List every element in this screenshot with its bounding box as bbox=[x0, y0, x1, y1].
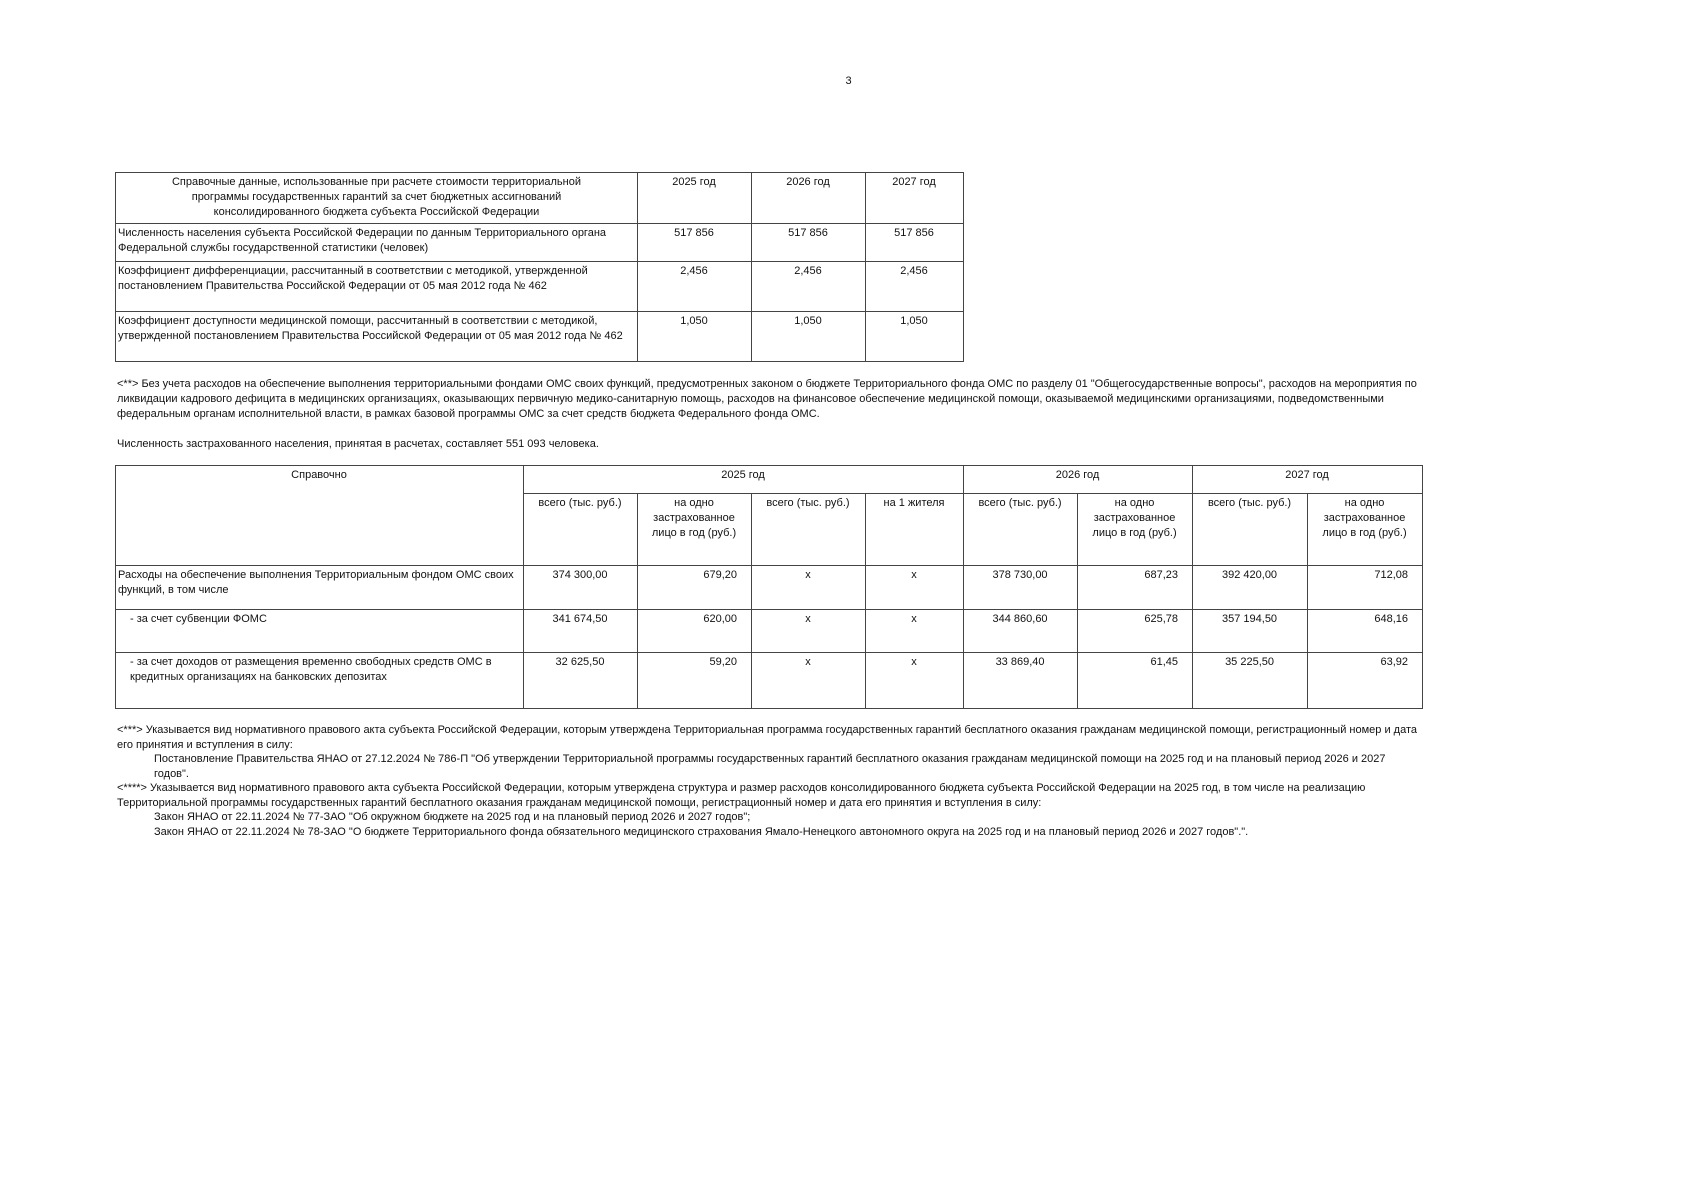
cell-value: 2,456 bbox=[638, 262, 752, 312]
table-row bbox=[116, 566, 1423, 610]
page-number: 3 bbox=[845, 75, 852, 87]
cell-value: 625,78 bbox=[1078, 610, 1193, 653]
reference-expenses-table bbox=[115, 465, 1423, 709]
cell-value: 1,050 bbox=[638, 312, 752, 362]
subheader: на одно застрахованное лицо в год (руб.) bbox=[638, 494, 752, 566]
cell-value: 59,20 bbox=[638, 653, 752, 709]
cell-value: x bbox=[752, 610, 866, 653]
cell-value: x bbox=[752, 566, 866, 610]
cell-value: 63,92 bbox=[1308, 653, 1423, 709]
cell-value: 32 625,50 bbox=[524, 653, 638, 709]
row-label: Расходы на обеспечение выполнения Территориальным фондом ОМС своих функций, в том числе bbox=[116, 566, 524, 610]
cell-value: 517 856 bbox=[752, 224, 866, 262]
cell-value: 344 860,60 bbox=[964, 610, 1078, 653]
cell-value: 1,050 bbox=[866, 312, 964, 362]
table-row bbox=[116, 312, 964, 362]
subheader: всего (тыс. руб.) bbox=[1193, 494, 1308, 566]
cell-value: 648,16 bbox=[1308, 610, 1423, 653]
table-header-row bbox=[116, 173, 964, 224]
cell-value: 2,456 bbox=[752, 262, 866, 312]
cell-value: 679,20 bbox=[638, 566, 752, 610]
cell-value: 392 420,00 bbox=[1193, 566, 1308, 610]
header-label: Справочно bbox=[116, 466, 524, 566]
subheader: всего (тыс. руб.) bbox=[752, 494, 866, 566]
cell-value: x bbox=[866, 610, 964, 653]
cell-value: 357 194,50 bbox=[1193, 610, 1308, 653]
subheader: на 1 жителя bbox=[866, 494, 964, 566]
table-row bbox=[116, 610, 1423, 653]
row-label: Коэффициент дифференциации, рассчитанный в соответствии с методикой, утвержденной постановлением Правительства Российской Федерации от 05 мая 2012 года № 462 bbox=[116, 262, 638, 312]
cell-value: x bbox=[752, 653, 866, 709]
footnote-4-item: Закон ЯНАО от 22.11.2024 № 78-ЗАО "О бюджете Территориального фонда обязательного медицинского страхования Ямало-Ненецкого автономного округа на 2025 год и на плановый период 2026 и 2027 годов".". bbox=[154, 826, 1249, 838]
cell-value: 374 300,00 bbox=[524, 566, 638, 610]
cell-value: 620,00 bbox=[638, 610, 752, 653]
footnote-4-item: Закон ЯНАО от 22.11.2024 № 77-ЗАО "Об окружном бюджете на 2025 год и на плановый период 2026 и 2027 годов"; bbox=[154, 811, 751, 823]
footnote-3: <***> Указывается вид нормативного правового акта субъекта Российской Федерации, которым утверждена Территориальная программа государственных гарантий бесплатного оказания гражданам медицинской помощи, регистрационный номер и дата его принятия и вступления в силу: bbox=[117, 724, 1417, 751]
reference-data-table bbox=[115, 172, 964, 362]
cell-value: 341 674,50 bbox=[524, 610, 638, 653]
cell-value: 2,456 bbox=[866, 262, 964, 312]
row-label: Коэффициент доступности медицинской помощи, рассчитанный в соответствии с методикой, утвержденной постановлением Правительства Российской Федерации от 05 мая 2012 года № 462 bbox=[116, 312, 638, 362]
year-header: 2026 год bbox=[964, 466, 1193, 494]
cell-value: 378 730,00 bbox=[964, 566, 1078, 610]
subheader: всего (тыс. руб.) bbox=[524, 494, 638, 566]
cell-value: 35 225,50 bbox=[1193, 653, 1308, 709]
cell-value: 687,23 bbox=[1078, 566, 1193, 610]
table-row bbox=[116, 224, 964, 262]
cell-value: 517 856 bbox=[866, 224, 964, 262]
row-label: Численность населения субъекта Российской Федерации по данным Территориального органа Федеральной службы государственной статистики (человек) bbox=[116, 224, 638, 262]
year-header: 2027 год bbox=[866, 173, 964, 224]
insured-population-text: Численность застрахованного населения, принятая в расчетах, составляет 551 093 человека. bbox=[117, 438, 599, 450]
row-label: - за счет субвенции ФОМС bbox=[116, 610, 524, 653]
year-header: 2027 год bbox=[1193, 466, 1423, 494]
header-label: Справочные данные, использованные при расчете стоимости территориальной программы государственных гарантий за счет бюджетных ассигнований консолидированного бюджета субъекта Российской Федерации bbox=[116, 173, 638, 224]
footnote-4: <****> Указывается вид нормативного правового акта субъекта Российской Федерации, которым утверждена структура и размер расходов консолидированного бюджета субъекта Российской Федерации на 2025 год, в том числе на реализацию Территориальной программы государственных гарантий бесплатного оказания гражданам медицинской помощи, регистрационный номер и дата его принятия и вступления в силу: bbox=[117, 782, 1366, 809]
cell-value: 33 869,40 bbox=[964, 653, 1078, 709]
table-row bbox=[116, 653, 1423, 709]
table-row bbox=[116, 262, 964, 312]
footnote-2: <**> Без учета расходов на обеспечение выполнения территориальными фондами ОМС своих функций, предусмотренных законом о бюджете Территориального фонда ОМС по разделу 01 "Общегосударственные вопросы", расходов на мероприятия по ликвидации кадрового дефицита в медицинских организациях, оказывающих первичную медико-санитарную помощь, расходов на финансовое обеспечение медицинской помощи, оказываемой медицинскими организациями, подведомственными федеральным органам исполнительной власти, в рамках базовой программы ОМС за счет средств бюджета Федерального фонда ОМС. bbox=[117, 378, 1417, 420]
cell-value: x bbox=[866, 653, 964, 709]
subheader: всего (тыс. руб.) bbox=[964, 494, 1078, 566]
year-header: 2025 год bbox=[638, 173, 752, 224]
table-header-row bbox=[116, 466, 1423, 494]
cell-value: x bbox=[866, 566, 964, 610]
cell-value: 712,08 bbox=[1308, 566, 1423, 610]
subheader: на одно застрахованное лицо в год (руб.) bbox=[1078, 494, 1193, 566]
subheader: на одно застрахованное лицо в год (руб.) bbox=[1308, 494, 1423, 566]
cell-value: 61,45 bbox=[1078, 653, 1193, 709]
cell-value: 1,050 bbox=[752, 312, 866, 362]
row-label: - за счет доходов от размещения временно свободных средств ОМС в кредитных организациях на банковских депозитах bbox=[116, 653, 524, 709]
cell-value: 517 856 bbox=[638, 224, 752, 262]
year-header: 2025 год bbox=[524, 466, 964, 494]
year-header: 2026 год bbox=[752, 173, 866, 224]
footnote-3-item: Постановление Правительства ЯНАО от 27.12.2024 № 786-П "Об утверждении Территориальной программы государственных гарантий бесплатного оказания гражданам медицинской помощи на 2025 год и на плановый период 2026 и 2027 годов". bbox=[154, 753, 1386, 780]
